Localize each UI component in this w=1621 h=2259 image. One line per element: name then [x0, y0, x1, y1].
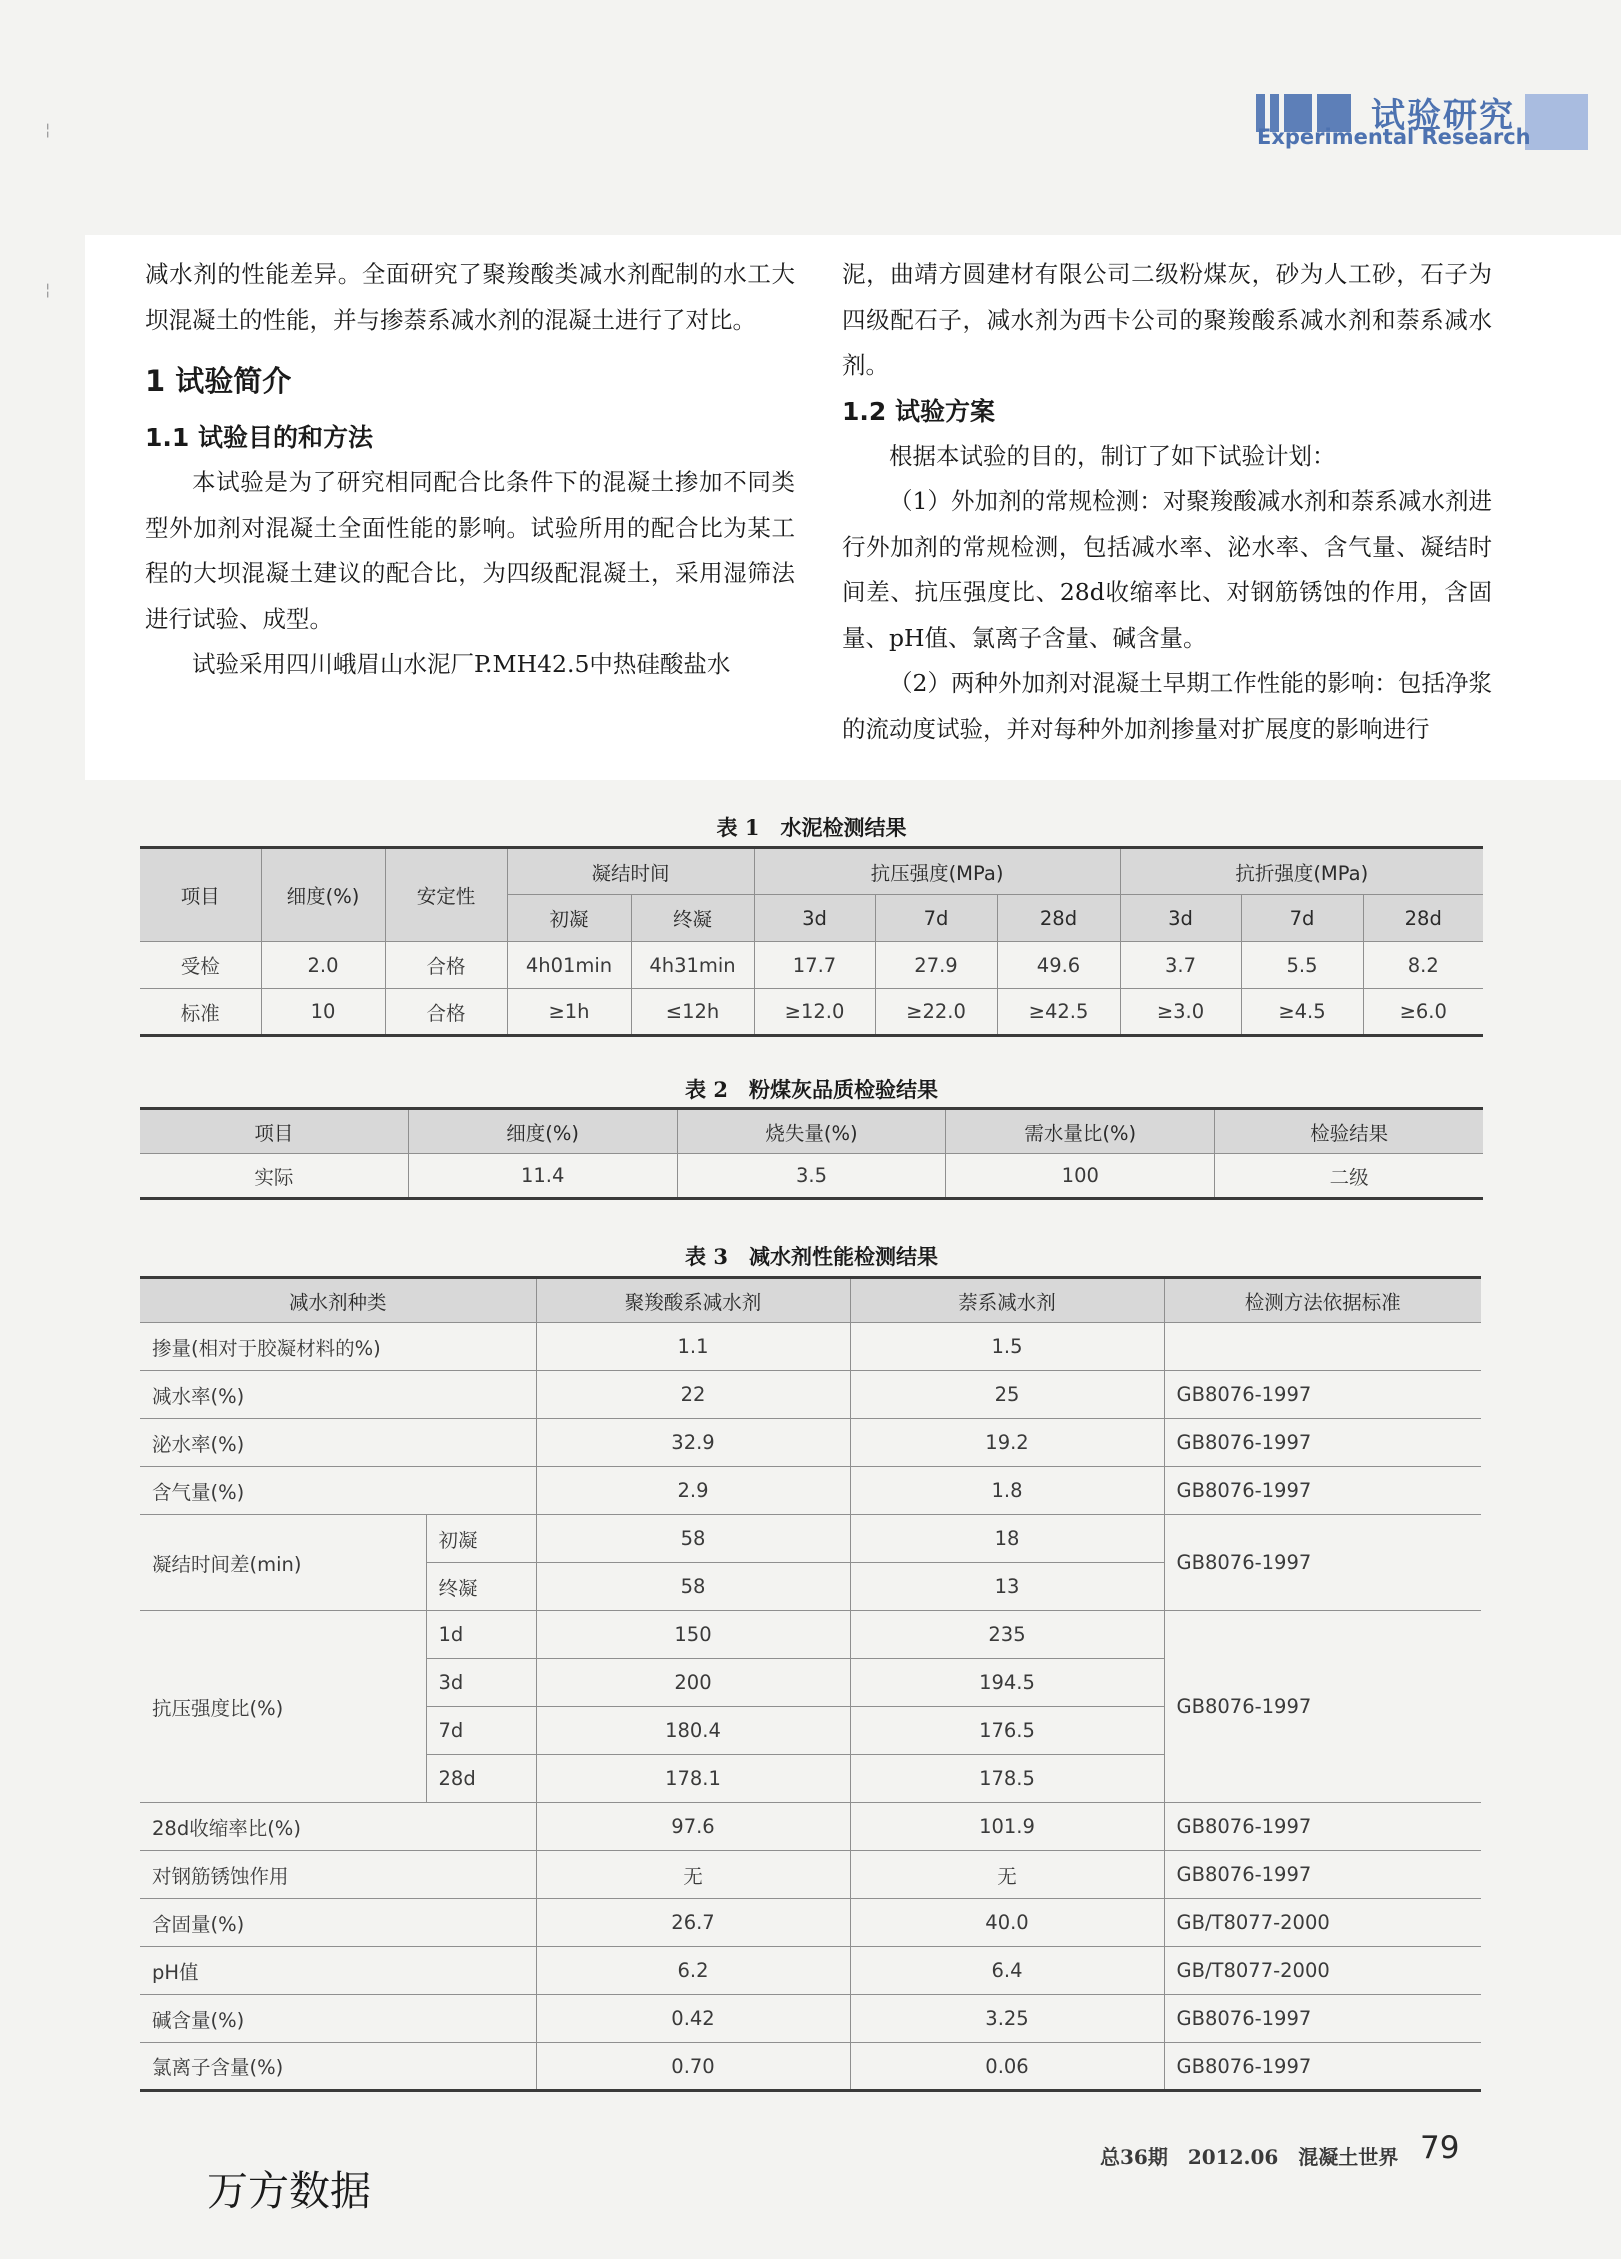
table-cell: 11.4	[408, 1154, 677, 1199]
table-cell: 受检	[140, 942, 261, 989]
table-cell: 1.8	[850, 1467, 1164, 1515]
table-cell: ≥3.0	[1120, 989, 1241, 1036]
table-cell: 4h31min	[631, 942, 754, 989]
table-cell: 26.7	[536, 1899, 850, 1947]
paragraph: （1）外加剂的常规检测：对聚羧酸减水剂和萘系减水剂进行外加剂的常规检测，包括减水率、泌水率、含气量、凝结时间差、抗压强度比、28d收缩率比、对钢筋锈蚀的作用，含固量、pH值、氯离子含量、碱含量。	[842, 487, 1492, 652]
row-label: 对钢筋锈蚀作用	[140, 1851, 536, 1899]
header-cell: 细度(%)	[261, 848, 385, 942]
header-cell: 7d	[1241, 895, 1363, 942]
table-row	[140, 989, 1483, 1036]
header-cell: 减水剂种类	[140, 1278, 536, 1323]
scan-mark: ¦	[45, 280, 51, 299]
table-cell: 标准	[140, 989, 261, 1036]
row-label: 凝结时间差(min)	[140, 1515, 426, 1611]
table-row	[140, 1323, 1481, 1371]
header-cell: 抗折强度(MPa)	[1120, 848, 1483, 895]
table-cell: 176.5	[850, 1707, 1164, 1755]
row-label: 28d收缩率比(%)	[140, 1803, 536, 1851]
table-row	[140, 1419, 1481, 1467]
scan-mark: ¦	[45, 120, 51, 139]
table-cell: GB8076-1997	[1164, 1419, 1481, 1467]
header-cell: 28d	[1363, 895, 1483, 942]
section-subtitle: Experimental Research	[1257, 125, 1531, 149]
table-cell: 97.6	[536, 1803, 850, 1851]
table-cell: 无	[536, 1851, 850, 1899]
table-cell: 3.5	[677, 1154, 946, 1199]
paragraph: 减水剂的性能差异。全面研究了聚羧酸类减水剂配制的水工大坝混凝土的性能，并与掺萘系减水剂的混凝土进行了对比。	[145, 260, 795, 334]
table-cell: 27.9	[875, 942, 997, 989]
header-cell: 凝结时间	[507, 848, 754, 895]
header-block-decoration	[1525, 94, 1588, 150]
paragraph: 试验采用四川峨眉山水泥厂P.MH42.5中热硅酸盐水	[192, 650, 731, 678]
table-cell: 实际	[140, 1154, 408, 1199]
row-label: 泌水率(%)	[140, 1419, 536, 1467]
header-cell: 3d	[754, 895, 875, 942]
table-row	[140, 1371, 1481, 1419]
header-cell: 烧失量(%)	[677, 1109, 946, 1154]
table-cell: GB8076-1997	[1164, 1803, 1481, 1851]
right-column	[842, 252, 1492, 752]
header-cell: 安定性	[385, 848, 507, 942]
table-cell: 178.5	[850, 1755, 1164, 1803]
paragraph: 本试验是为了研究相同配合比条件下的混凝土掺加不同类型外加剂对混凝土全面性能的影响。试验所用的配合比为某工程的大坝混凝土建议的配合比，为四级配混凝土，采用湿筛法进行试验、成型。	[145, 468, 795, 633]
table2-caption: 表 2 粉煤灰品质检验结果	[685, 1077, 938, 1102]
row-label: 氯离子含量(%)	[140, 2043, 536, 2091]
row-label: 含固量(%)	[140, 1899, 536, 1947]
header-cell: 需水量比(%)	[946, 1109, 1215, 1154]
table-row	[140, 1611, 1481, 1659]
subsection-heading: 1.1 试验目的和方法	[145, 423, 373, 452]
table-row	[140, 1467, 1481, 1515]
row-label: 碱含量(%)	[140, 1995, 536, 2043]
table-cell: 2.0	[261, 942, 385, 989]
table-cell: 49.6	[997, 942, 1120, 989]
header-cell: 项目	[140, 1109, 408, 1154]
row-label: 减水率(%)	[140, 1371, 536, 1419]
header-cell: 聚羧酸系减水剂	[536, 1278, 850, 1323]
paragraph: 根据本试验的目的，制订了如下试验计划：	[889, 441, 1336, 470]
paragraph: 泥，曲靖方圆建材有限公司二级粉煤灰，砂为人工砂，石子为四级配石子，减水剂为西卡公司的聚羧酸系减水剂和萘系减水剂。	[842, 260, 1492, 379]
header-cell: 萘系减水剂	[850, 1278, 1164, 1323]
table3-caption: 表 3 减水剂性能检测结果	[685, 1244, 938, 1269]
header-cell: 初凝	[507, 895, 631, 942]
header-cell: 细度(%)	[408, 1109, 677, 1154]
subsection-heading: 1.2 试验方案	[842, 396, 995, 426]
table-cell: 6.2	[536, 1947, 850, 1995]
table-cell: 10	[261, 989, 385, 1036]
table-cell: GB8076-1997	[1164, 1515, 1481, 1611]
header-cell: 28d	[997, 895, 1120, 942]
table-cell: GB8076-1997	[1164, 1611, 1481, 1803]
table-cell: 0.06	[850, 2043, 1164, 2091]
table-cell: 25	[850, 1371, 1164, 1419]
watermark-text: 万方数据	[207, 2167, 371, 2215]
table-row	[140, 1851, 1481, 1899]
table1-cement-results	[140, 846, 1483, 1037]
table-cell: 合格	[385, 942, 507, 989]
header-cell: 检测方法依据标准	[1164, 1278, 1481, 1323]
table-cell: 178.1	[536, 1755, 850, 1803]
table-cell: 1.5	[850, 1323, 1164, 1371]
table-cell: GB8076-1997	[1164, 2043, 1481, 2091]
table-cell: 13	[850, 1563, 1164, 1611]
table-row	[140, 1803, 1481, 1851]
table-cell: ≥42.5	[997, 989, 1120, 1036]
table-cell: ≥12.0	[754, 989, 875, 1036]
paragraph: （2）两种外加剂对混凝土早期工作性能的影响：包括净浆的流动度试验，并对每种外加剂掺量对扩展度的影响进行	[842, 669, 1492, 743]
table-cell: 4h01min	[507, 942, 631, 989]
table-cell: ≥1h	[507, 989, 631, 1036]
table-cell: GB/T8077-2000	[1164, 1899, 1481, 1947]
header-cell: 终凝	[631, 895, 754, 942]
table-cell: 58	[536, 1563, 850, 1611]
table-cell	[1164, 1323, 1481, 1371]
table-cell: 40.0	[850, 1899, 1164, 1947]
header-cell: 3d	[1120, 895, 1241, 942]
table-cell: 194.5	[850, 1659, 1164, 1707]
table-row	[140, 1515, 1481, 1563]
table-cell: 150	[536, 1611, 850, 1659]
header-cell: 7d	[875, 895, 997, 942]
table-cell: 180.4	[536, 1707, 850, 1755]
table-cell: 18	[850, 1515, 1164, 1563]
table-cell: GB8076-1997	[1164, 1995, 1481, 2043]
table-cell: ≥4.5	[1241, 989, 1363, 1036]
table-cell: 无	[850, 1851, 1164, 1899]
table-cell: 235	[850, 1611, 1164, 1659]
table-row	[140, 1899, 1481, 1947]
table-row	[140, 942, 1483, 989]
table-cell: 100	[946, 1154, 1215, 1199]
table-cell: 1.1	[536, 1323, 850, 1371]
table-cell: ≥6.0	[1363, 989, 1483, 1036]
table-cell: GB/T8077-2000	[1164, 1947, 1481, 1995]
sub-label: 终凝	[426, 1563, 536, 1611]
table-cell: 17.7	[754, 942, 875, 989]
table-cell: 5.5	[1241, 942, 1363, 989]
table-cell: 22	[536, 1371, 850, 1419]
table-cell: GB8076-1997	[1164, 1851, 1481, 1899]
sub-label: 28d	[426, 1755, 536, 1803]
sub-label: 初凝	[426, 1515, 536, 1563]
table-cell: 200	[536, 1659, 850, 1707]
row-label: 含气量(%)	[140, 1467, 536, 1515]
table-cell: 0.42	[536, 1995, 850, 2043]
table2-flyash-results	[140, 1107, 1483, 1200]
table-cell: GB8076-1997	[1164, 1371, 1481, 1419]
table-cell: 3.7	[1120, 942, 1241, 989]
table-cell: 32.9	[536, 1419, 850, 1467]
header-cell: 项目	[140, 848, 261, 942]
table-row	[140, 1947, 1481, 1995]
table-cell: 2.9	[536, 1467, 850, 1515]
table-cell: 0.70	[536, 2043, 850, 2091]
journal-issue-info: 总36期 2012.06 混凝土世界	[1100, 2145, 1399, 2169]
section-heading: 1 试验简介	[145, 364, 292, 398]
row-label: pH值	[140, 1947, 536, 1995]
table-row	[140, 2043, 1481, 2091]
table-cell: 101.9	[850, 1803, 1164, 1851]
table-cell: ≥22.0	[875, 989, 997, 1036]
table-cell: 6.4	[850, 1947, 1164, 1995]
sub-label: 1d	[426, 1611, 536, 1659]
table-cell: 3.25	[850, 1995, 1164, 2043]
table3-admixture-results	[140, 1276, 1481, 2092]
sub-label: 3d	[426, 1659, 536, 1707]
table-cell: GB8076-1997	[1164, 1467, 1481, 1515]
row-label: 掺量(相对于胶凝材料的%)	[140, 1323, 536, 1371]
section-title: 试验研究	[1371, 96, 1515, 136]
table-row	[140, 1154, 1483, 1199]
left-column	[145, 252, 795, 688]
row-label: 抗压强度比(%)	[140, 1611, 426, 1803]
table-cell: 19.2	[850, 1419, 1164, 1467]
table1-caption: 表 1 水泥检测结果	[716, 815, 907, 840]
table-cell: 58	[536, 1515, 850, 1563]
table-cell: 合格	[385, 989, 507, 1036]
table-cell: 二级	[1215, 1154, 1483, 1199]
table-row	[140, 1995, 1481, 2043]
page-number: 79	[1420, 2130, 1460, 2166]
table-cell: ≤12h	[631, 989, 754, 1036]
sub-label: 7d	[426, 1707, 536, 1755]
header-cell: 抗压强度(MPa)	[754, 848, 1120, 895]
table-cell: 8.2	[1363, 942, 1483, 989]
header-cell: 检验结果	[1215, 1109, 1483, 1154]
